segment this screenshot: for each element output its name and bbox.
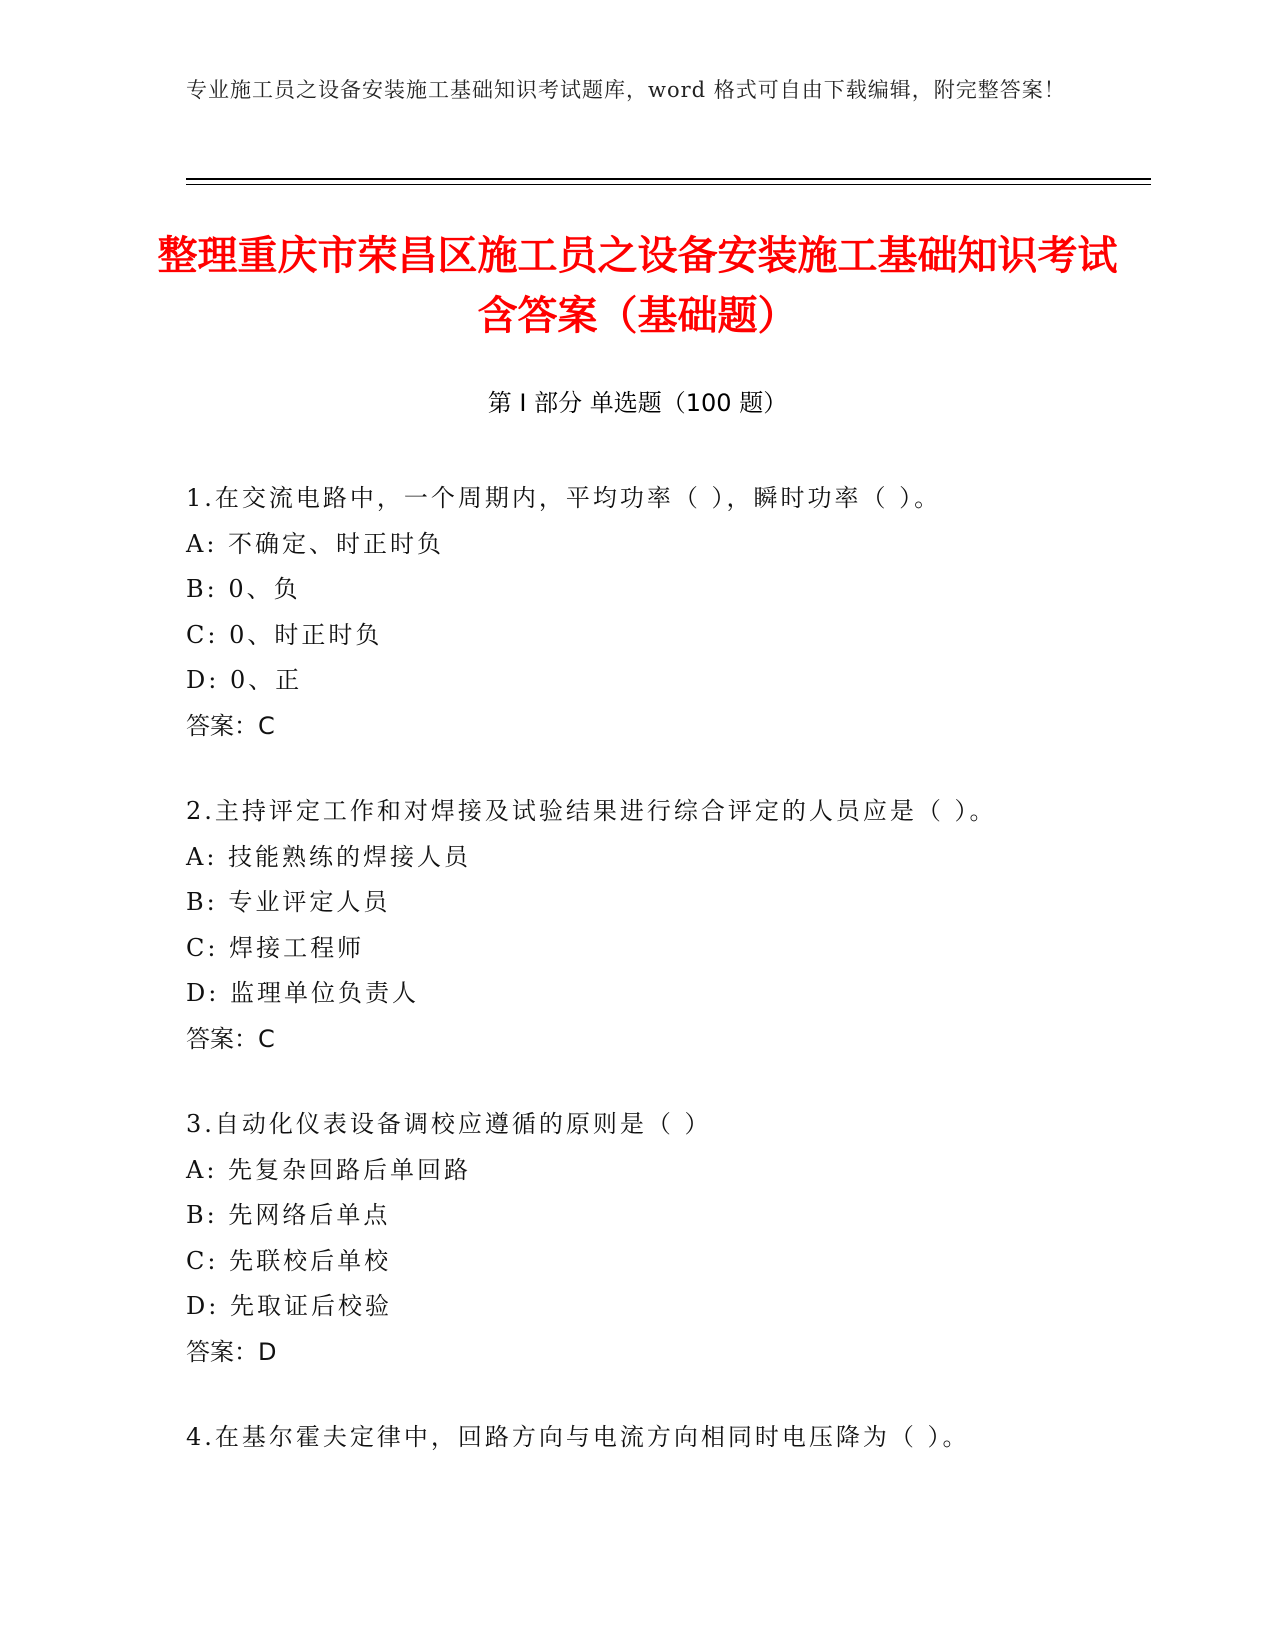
- option-c: C: 焊接工程师: [186, 933, 365, 962]
- question-stem: 4.在基尔霍夫定律中，回路方向与电流方向相同时电压降为（ ）。: [186, 1423, 970, 1451]
- question-list: [186, 476, 1146, 1501]
- option-d: D: 先取证后校验: [186, 1292, 392, 1320]
- section-heading: 第 I 部分 单选题（100 题）: [487, 389, 788, 417]
- question-3: [186, 1102, 1146, 1375]
- option-a: A: 技能熟练的焊接人员: [186, 842, 472, 871]
- question-stem: 2.主持评定工作和对焊接及试验结果进行综合评定的人员应是（ ）。: [186, 797, 997, 825]
- question-answer: 答案：C: [186, 711, 275, 740]
- question-answer: 答案：D: [186, 1337, 277, 1366]
- question-1: [186, 476, 1146, 749]
- question-stem: 1.在交流电路中，一个周期内，平均功率（ ），瞬时功率（ ）。: [186, 484, 942, 512]
- option-a: A: 不确定、时正时负: [186, 529, 445, 558]
- question-answer: 答案：C: [186, 1024, 275, 1053]
- option-b: B: 先网络后单点: [186, 1201, 391, 1229]
- header-rule-thin: [186, 184, 1151, 185]
- question-stem: 3.自动化仪表设备调校应遵循的原则是（ ）: [186, 1110, 712, 1138]
- option-b: B: 0、负: [186, 575, 301, 603]
- option-c: C: 0、时正时负: [186, 620, 383, 649]
- option-d: D: 0、正: [186, 666, 303, 694]
- option-a: A: 先复杂回路后单回路: [186, 1155, 472, 1184]
- document-title: 整理重庆市荣昌区施工员之设备安装施工基础知识考试含答案（基础题）: [157, 233, 1118, 339]
- option-c: C: 先联校后单校: [186, 1246, 392, 1275]
- option-d: D: 监理单位负责人: [186, 979, 419, 1007]
- header-rule-thick: [186, 178, 1151, 180]
- header-note: 专业施工员之设备安装施工基础知识考试题库，word 格式可自由下载编辑，附完整答案！: [186, 78, 1066, 102]
- option-b: B: 专业评定人员: [186, 888, 391, 916]
- question-2: [186, 789, 1146, 1062]
- question-4: [186, 1415, 1146, 1461]
